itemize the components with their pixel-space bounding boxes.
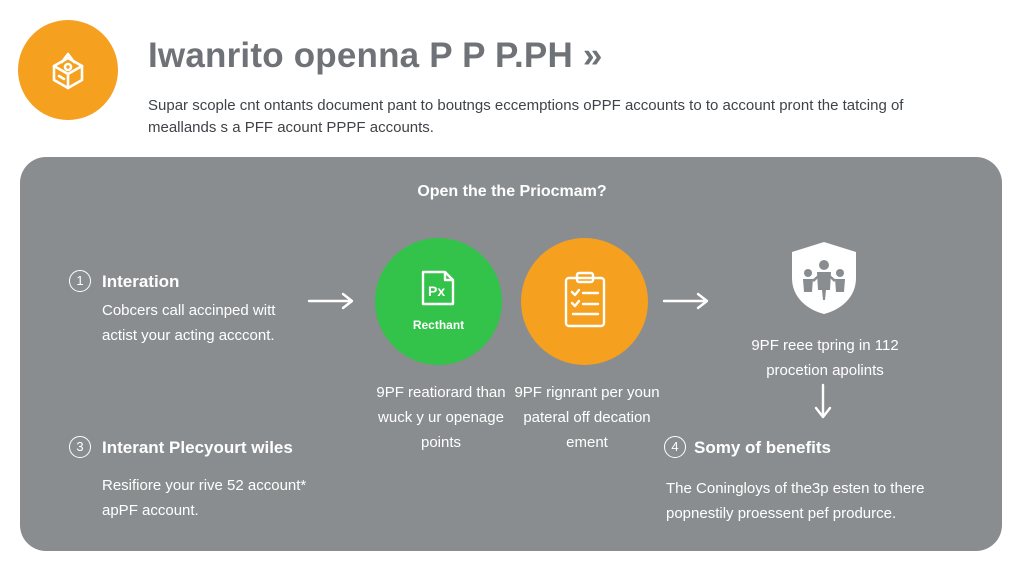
right-caption: 9PF reee tpring in 112 procetion apolints xyxy=(751,337,899,379)
page-description: Supar scople cnt ontants document pant to boutngs eccemptions oPPF accounts to to account pront the tatcing of meallands s a PFF acount PPPF accounts. xyxy=(148,97,904,136)
step-number-3: 3 xyxy=(69,436,91,458)
gift-box-icon xyxy=(44,46,92,94)
people-shield-icon xyxy=(786,240,862,316)
step-text-1: Cobcers call accinped witt actist your acting acccont. xyxy=(102,302,276,344)
step-number-1: 1 xyxy=(69,270,91,292)
step-title-1: Interation xyxy=(102,272,180,291)
px-document-icon xyxy=(415,266,461,312)
green-caption: 9PF reatiorard than wuck y ur openage points xyxy=(376,384,506,451)
arrow-right-icon xyxy=(662,290,712,312)
step-text-4: The Coningloys of the3p esten to there popnestily proessent pef produrce. xyxy=(666,480,925,522)
arrow-down-icon xyxy=(812,383,834,421)
step-title-4: Somy of benefits xyxy=(694,438,831,457)
green-step-circle xyxy=(375,238,502,365)
logo-circle xyxy=(18,20,118,120)
step-number-4: 4 xyxy=(664,436,686,458)
green-circle-label: Recthant xyxy=(412,318,465,332)
step-text-3: Resifiore your rive 52 account* apPF account. xyxy=(102,477,307,519)
orange-caption: 9PF rignrant per youn pateral off decation ement xyxy=(514,384,660,451)
clipboard-checklist-icon xyxy=(561,270,609,330)
arrow-right-icon xyxy=(307,290,357,312)
panel-title: Open the the Priocmam? xyxy=(417,183,607,200)
svg-text:Px: Px xyxy=(428,283,446,299)
orange-step-circle xyxy=(521,238,648,365)
step-title-3: Interant Plecyourt wiles xyxy=(102,438,293,457)
page-title: Iwanrito openna P P P.PH » xyxy=(148,36,603,75)
